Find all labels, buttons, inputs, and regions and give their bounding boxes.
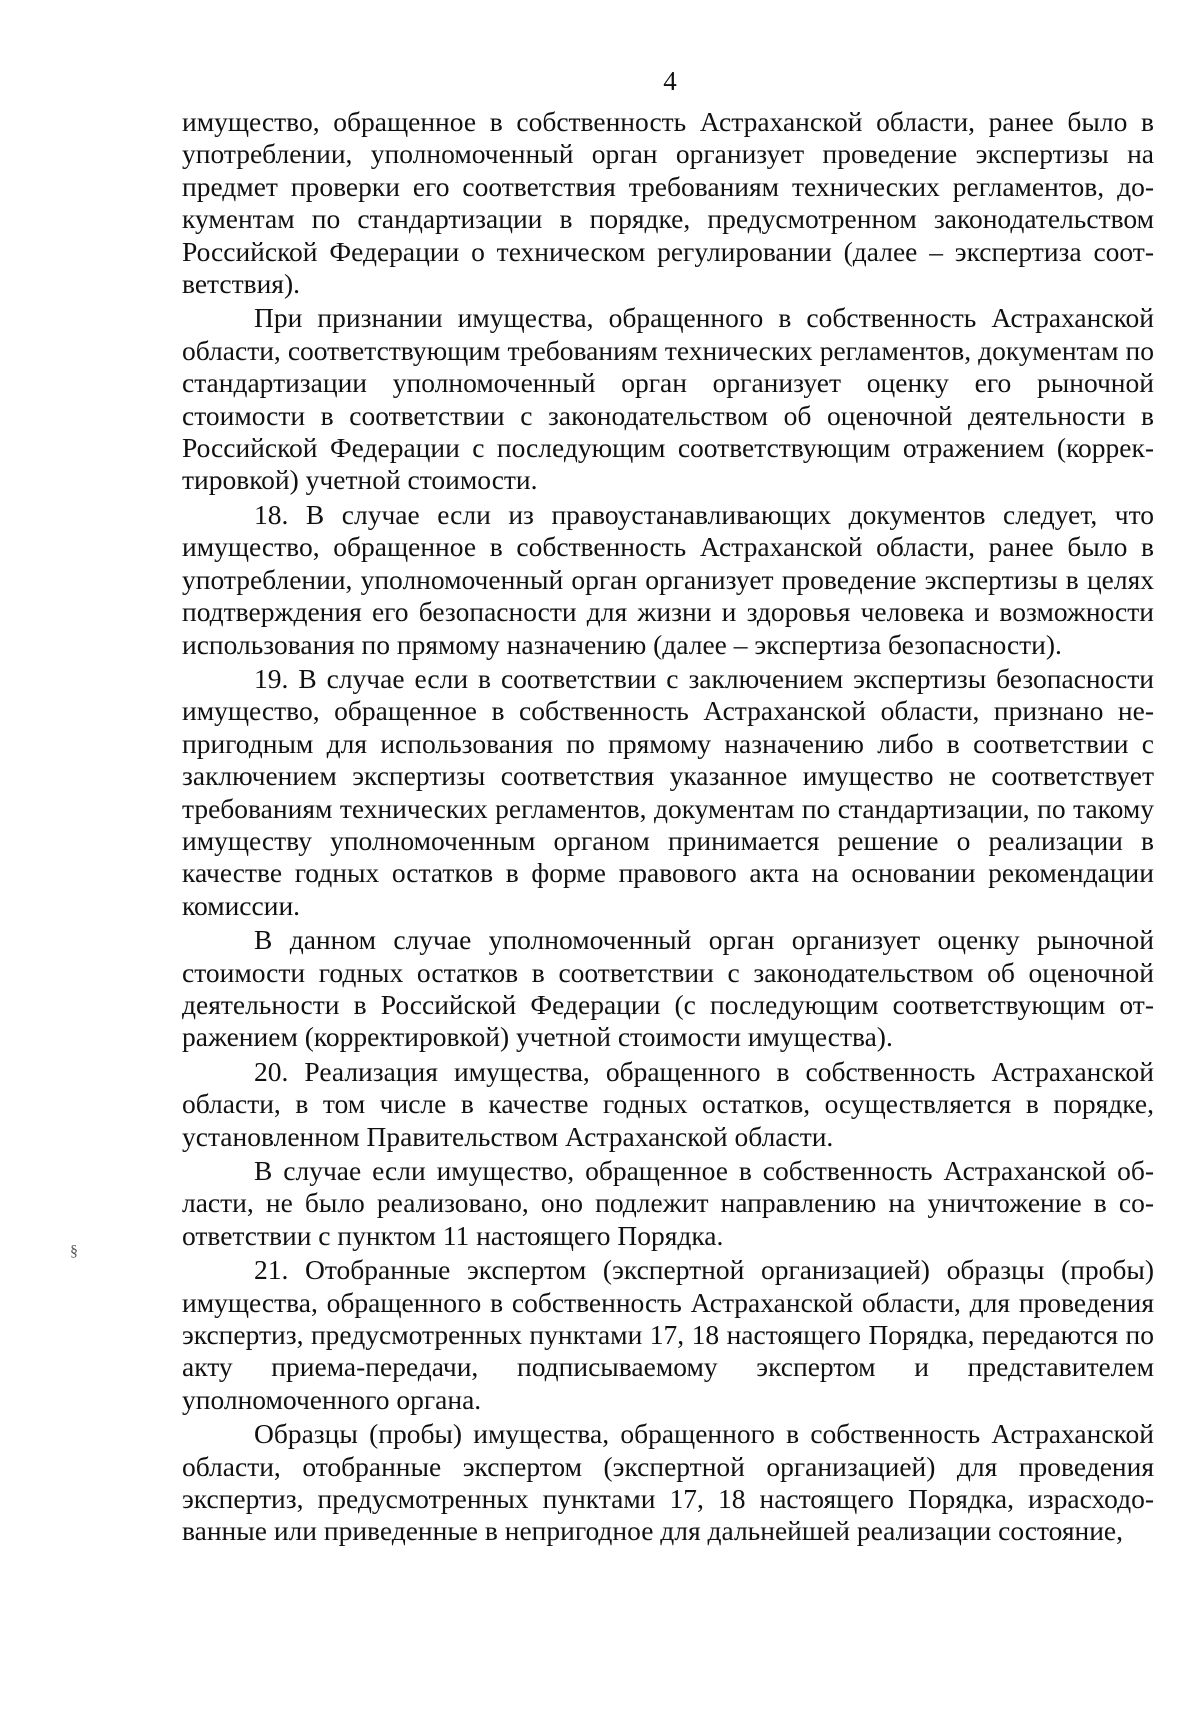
paragraph-continuation: имущество, обращенное в собственность Астраханской области, ранее было в употреблении, уполномоченный орган организует проведение экспертизы на предмет проверки его соответствия требованиям технических регламентов, документам по стандартизации в порядке, предусмотренном законодательством Российской Федерации о техническом регулировании (далее – экспертиза соответствия). xyxy=(182,106,1154,300)
document-body xyxy=(182,106,1154,1550)
paragraph-item-21: 21. Отобранные экспертом (экспертной организацией) образцы (пробы) имущества, обращенного в собственность Астраханской области, для проведения экспертиз, предусмотренных пунктами 17, 18 настоящего Порядка, передаются по акту приема-передачи, подписываемому экспертом и представителем уполномоченного органа. xyxy=(182,1254,1154,1415)
paragraph-market-value: При признании имущества, обращенного в собственность Астраханской области, соответствующим требованиям технических регламентов, документам по стандартизации уполномоченный орган организует оценку его рыночной стоимости в соответствии с законодательством об оценочной деятельности в Российской Федерации с последующим соответствующим отражением (корректировкой) учетной стоимости. xyxy=(182,302,1154,496)
paragraph-samples: Образцы (пробы) имущества, обращенного в собственность Астраханской области, отобранные экспертом (экспертной организацией) для проведения экспертиз, предусмотренных пунктами 17, 18 настоящего Порядка, израсходованные или приведенные в непригодное для дальнейшей реализации состояние, xyxy=(182,1418,1154,1547)
paragraph-item-20: 20. Реализация имущества, обращенного в собственность Астраханской области, в том числе в качестве годных остатков, осуществляется в порядке, установленном Правительством Астраханской области. xyxy=(182,1055,1154,1152)
paragraph-item-18: 18. В случае если из правоустанавливающих документов следует, что имущество, обращенное в собственность Астраханской области, ранее было в употреблении, уполномоченный орган организует проведение экспертизы в целях подтверждения его безопасности для жизни и здоровья человека и возможности использования по прямому назначению (далее – экспертиза безопасности). xyxy=(182,498,1154,660)
paragraph-destruction: В случае если имущество, обращенное в собственность Астраханской области, не было реализовано, оно подлежит направлению на уничтожение в соответствии с пунктом 11 настоящего Порядка. xyxy=(182,1155,1154,1251)
page-number: 4 xyxy=(663,66,677,96)
margin-mark: § xyxy=(70,1243,78,1260)
paragraph-item-19: 19. В случае если в соответствии с заключением экспертизы безопасности имущество, обращенное в собственность Астраханской области, признано непригодным для использования по прямому назначению либо в соответствии с заключением экспертизы соответствия указанное имущество не соответствует требованиям технических регламентов, документам по стандартизации, по такому имуществу уполномоченным органом принимается решение о реализации в качестве годных остатков в форме правового акта на основании рекомендации комиссии. xyxy=(182,662,1154,921)
paragraph-residual-valuation: В данном случае уполномоченный орган организует оценку рыночной стоимости годных остатков в соответствии с законодательством об оценочной деятельности в Российской Федерации (с последующим соответствующим отражением (корректировкой) учетной стоимости имущества). xyxy=(182,924,1154,1053)
